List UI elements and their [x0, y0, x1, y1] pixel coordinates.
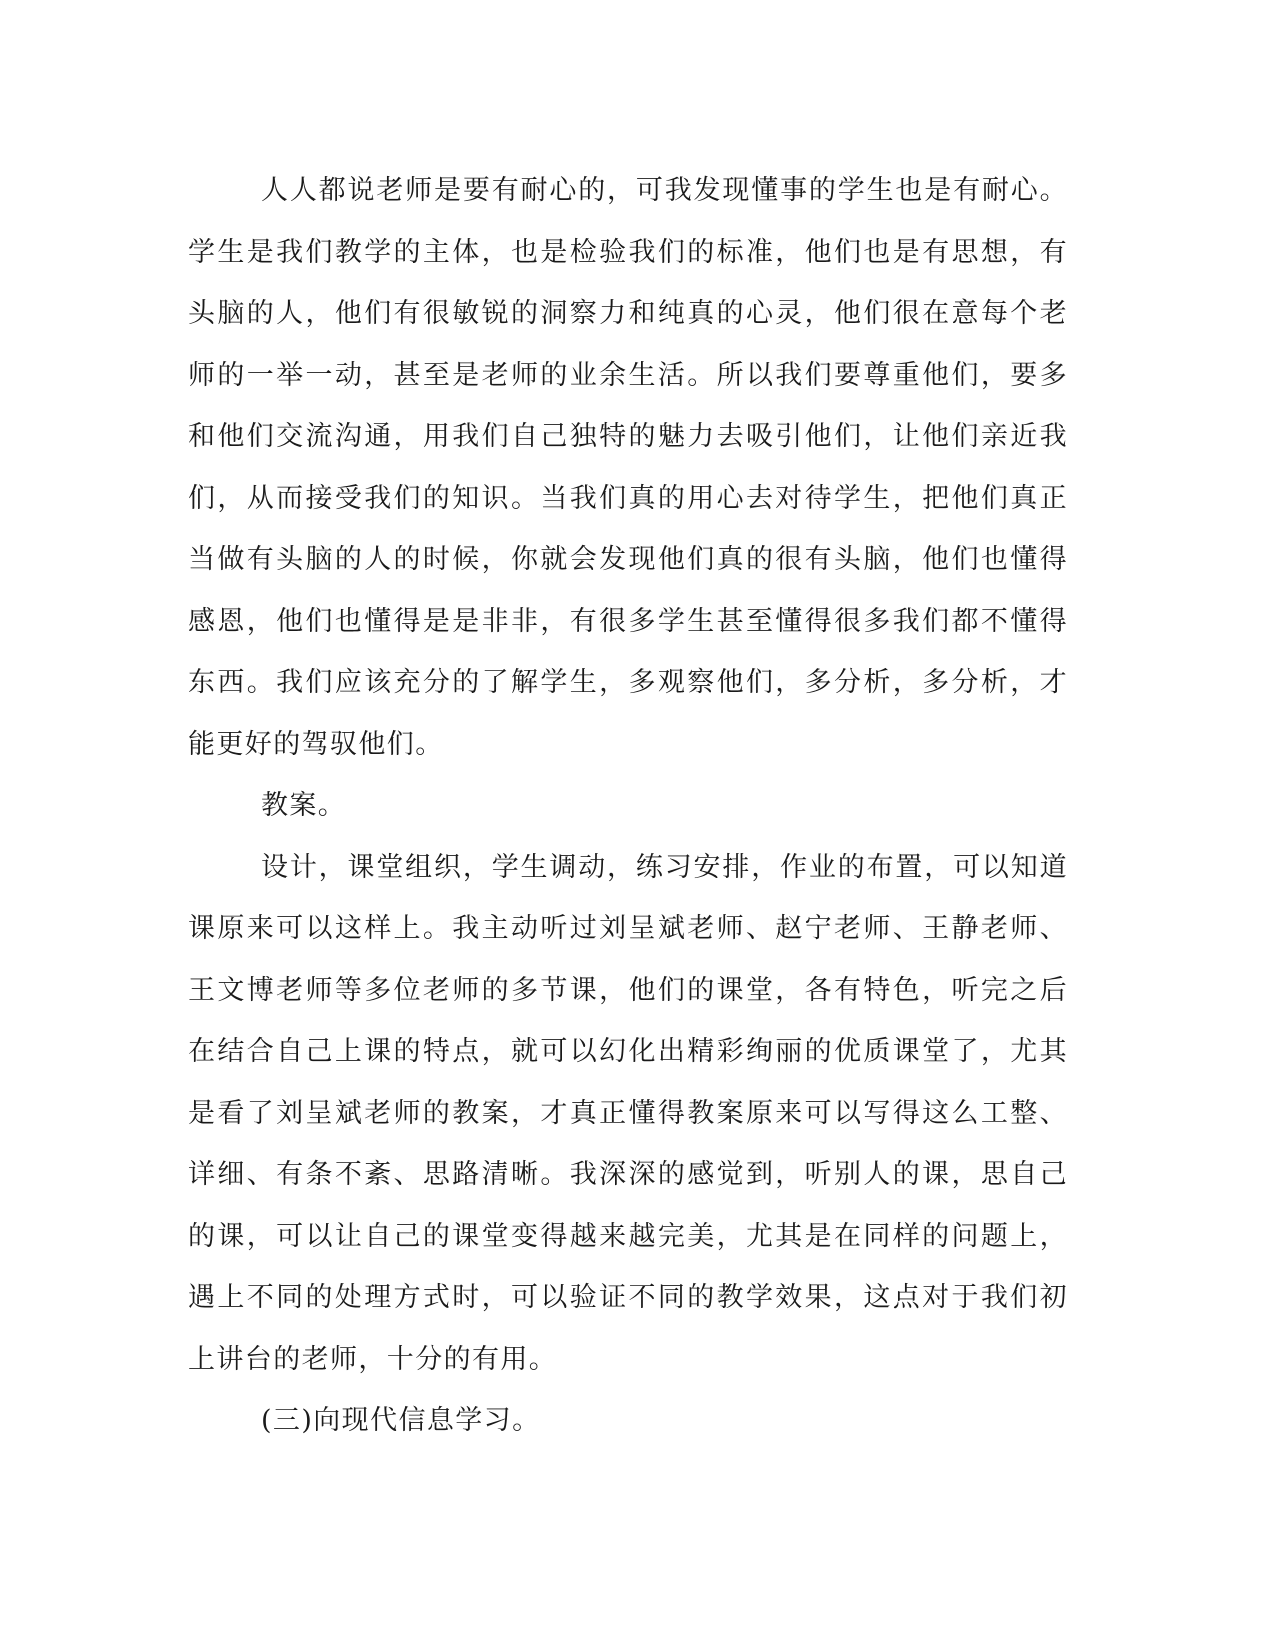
paragraph-student-patience: 人人都说老师是要有耐心的，可我发现懂事的学生也是有耐心。学生是我们教学的主体，也是检验我们的标准，他们也是有思想，有头脑的人，他们有很敏锐的洞察力和纯真的心灵，他们很在意每个老师的一举一动，甚至是老师的业余生活。所以我们要尊重他们，要多和他们交流沟通，用我们自己独特的魅力去吸引他们，让他们亲近我们，从而接受我们的知识。当我们真的用心去对待学生，把他们真正当做有头脑的人的时候，你就会发现他们真的很有头脑，他们也懂得感恩，他们也懂得是是非非，有很多学生甚至懂得很多我们都不懂得东西。我们应该充分的了解学生，多观察他们，多分析，多分析，才能更好的驾驭他们。 [188, 175, 1068, 760]
paragraph-observing-classes: 设计，课堂组织，学生调动，练习安排，作业的布置，可以知道课原来可以这样上。我主动听过刘呈斌老师、赵宁老师、王静老师、王文博老师等多位老师的多节课，他们的课堂，各有特色，听完之后在结合自己上课的特点，就可以幻化出精彩绚丽的优质课堂了，尤其是看了刘呈斌老师的教案，才真正懂得教案原来可以写得这么工整、详细、有条不紊、思路清晰。我深深的感觉到，听别人的课，思自己的课，可以让自己的课堂变得越来越完美，尤其是在同样的问题上，遇上不同的处理方式时，可以验证不同的教学效果，这点对于我们初上讲台的老师，十分的有用。 [188, 851, 1068, 1375]
paragraph-lesson-plan: 教案。 [261, 790, 347, 821]
document-body [188, 160, 1068, 1452]
section-heading-modern-information: (三)向现代信息学习。 [261, 1405, 541, 1436]
